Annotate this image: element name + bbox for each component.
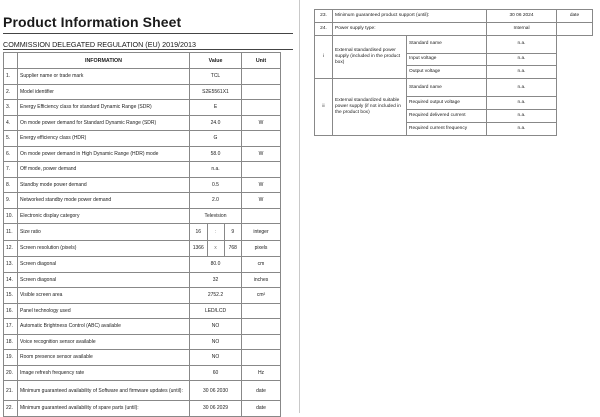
row-info: Screen diagonal bbox=[18, 272, 190, 288]
row-info: Supplier name or trade mark bbox=[18, 69, 190, 85]
table-row bbox=[315, 10, 593, 23]
row-unit: inches bbox=[242, 272, 281, 288]
table-row bbox=[4, 319, 281, 335]
row-unit bbox=[242, 208, 281, 224]
row-number: 13. bbox=[4, 257, 18, 273]
table-row bbox=[4, 288, 281, 304]
row-unit bbox=[242, 131, 281, 147]
table-row bbox=[315, 22, 593, 35]
header-unit: Unit bbox=[242, 53, 281, 69]
info-table bbox=[3, 52, 281, 417]
row-value: 0.5 bbox=[190, 177, 242, 193]
supply-label: Required current frequency bbox=[407, 122, 487, 135]
supply-value: n.a. bbox=[487, 66, 557, 79]
row-info: Room presence sensor available bbox=[18, 350, 190, 366]
table-row bbox=[4, 365, 281, 381]
table-row bbox=[4, 334, 281, 350]
row-value: Internal bbox=[487, 22, 557, 35]
value-part-b: 768 bbox=[228, 245, 237, 252]
row-unit bbox=[242, 100, 281, 116]
row-number: 5. bbox=[4, 131, 18, 147]
row-info: Size ratio bbox=[18, 224, 190, 241]
table-row bbox=[4, 208, 281, 224]
table-row bbox=[4, 69, 281, 85]
row-value: 2.0 bbox=[190, 193, 242, 209]
row-unit: date bbox=[557, 10, 593, 23]
supply-desc: External standardized suitable power supply (if not included in the product box) bbox=[333, 79, 407, 135]
row-number: ii bbox=[315, 79, 333, 135]
row-info: Image refresh frequency rate bbox=[18, 365, 190, 381]
value-part-a: 1366 bbox=[192, 245, 204, 252]
row-info: Energy Efficiency class for standard Dynamic Range (SDR) bbox=[18, 100, 190, 116]
row-number: 8. bbox=[4, 177, 18, 193]
row-unit bbox=[242, 162, 281, 178]
title-rule bbox=[3, 33, 293, 34]
row-number: 6. bbox=[4, 146, 18, 162]
row-number: 24. bbox=[315, 22, 333, 35]
row-unit: W bbox=[242, 193, 281, 209]
row-unit bbox=[557, 22, 593, 35]
row-info: Electronic display category bbox=[18, 208, 190, 224]
row-value: 80.0 bbox=[190, 257, 242, 273]
row-info: Visible screen area bbox=[18, 288, 190, 304]
row-value: Television bbox=[190, 208, 242, 224]
row-number: 10. bbox=[4, 208, 18, 224]
row-unit: W bbox=[242, 177, 281, 193]
page-title: Product Information Sheet bbox=[3, 14, 182, 30]
supply-label: Required output voltage bbox=[407, 97, 487, 110]
supply-label: Output voltage bbox=[407, 66, 487, 79]
row-info: Standby mode power demand bbox=[18, 177, 190, 193]
row-value: 30 06 2029 bbox=[190, 401, 242, 417]
table-row bbox=[4, 146, 281, 162]
supply-label: Required delivered current bbox=[407, 109, 487, 122]
row-unit: cm² bbox=[242, 288, 281, 304]
table-row bbox=[4, 381, 281, 401]
row-number: 11. bbox=[4, 224, 18, 241]
row-unit bbox=[242, 350, 281, 366]
row-info: Minimum guaranteed product support (until): bbox=[333, 10, 487, 23]
row-value: E bbox=[190, 100, 242, 116]
row-number: 7. bbox=[4, 162, 18, 178]
value-separator: x bbox=[207, 241, 224, 257]
row-info: Screen diagonal bbox=[18, 257, 190, 273]
row-unit: date bbox=[242, 381, 281, 401]
row-number: 2. bbox=[4, 84, 18, 100]
row-value: 24.0 bbox=[190, 115, 242, 131]
supply-value: n.a. bbox=[487, 53, 557, 66]
table-row bbox=[4, 350, 281, 366]
value-part-a: 16 bbox=[195, 228, 202, 235]
row-number: 18. bbox=[4, 334, 18, 350]
row-number: 22. bbox=[4, 401, 18, 417]
row-info: Automatic Brightness Control (ABC) available bbox=[18, 319, 190, 335]
row-info: Voice recognition sensor available bbox=[18, 334, 190, 350]
row-value: 32 bbox=[190, 272, 242, 288]
row-value: 60 bbox=[190, 365, 242, 381]
row-unit: cm bbox=[242, 257, 281, 273]
row-value: n.a. bbox=[190, 162, 242, 178]
table-row bbox=[4, 193, 281, 209]
row-unit: pixels bbox=[242, 240, 281, 257]
row-value: TCL bbox=[190, 69, 242, 85]
table-row bbox=[4, 240, 281, 257]
row-number: 3. bbox=[4, 100, 18, 116]
row-info: Off mode, power demand bbox=[18, 162, 190, 178]
table-row bbox=[4, 100, 281, 116]
supply-label: Standard name bbox=[407, 35, 487, 53]
table-row bbox=[4, 224, 281, 241]
row-info: Minimum guaranteed availability of Software and firmware updates (until): bbox=[18, 381, 190, 401]
value-separator: : bbox=[207, 224, 224, 240]
header-information: INFORMATION bbox=[18, 53, 190, 69]
table-row bbox=[4, 177, 281, 193]
row-number: 16. bbox=[4, 303, 18, 319]
table-row bbox=[4, 303, 281, 319]
row-number: 9. bbox=[4, 193, 18, 209]
row-number: 17. bbox=[4, 319, 18, 335]
header-index bbox=[4, 53, 18, 69]
row-info: On mode power demand for Standard Dynamic Range (SDR) bbox=[18, 115, 190, 131]
row-value: 2752.2 bbox=[190, 288, 242, 304]
table-row bbox=[315, 35, 593, 53]
row-info: Power supply type: bbox=[333, 22, 487, 35]
row-number: 14. bbox=[4, 272, 18, 288]
row-unit: W bbox=[242, 146, 281, 162]
table-row bbox=[4, 84, 281, 100]
table-row bbox=[4, 401, 281, 417]
table-row bbox=[4, 115, 281, 131]
row-number: 19. bbox=[4, 350, 18, 366]
row-value: S2E5561X1 bbox=[190, 84, 242, 100]
row-info: Screen resolution (pixels) bbox=[18, 240, 190, 257]
supply-value: n.a. bbox=[487, 109, 557, 122]
row-info: Energy efficiency class (HDR) bbox=[18, 131, 190, 147]
row-info: Minimum guaranteed availability of spare parts (until): bbox=[18, 401, 190, 417]
table-row bbox=[315, 79, 593, 97]
supply-value: n.a. bbox=[487, 97, 557, 110]
row-value: 30 06 2024 bbox=[487, 10, 557, 23]
row-unit bbox=[242, 84, 281, 100]
row-number: 15. bbox=[4, 288, 18, 304]
supply-desc: External standardised power supply (included in the product box) bbox=[333, 35, 407, 79]
row-unit bbox=[242, 69, 281, 85]
row-number: 21. bbox=[4, 381, 18, 401]
row-number: 12. bbox=[4, 240, 18, 257]
row-number: i bbox=[315, 35, 333, 79]
supply-value: n.a. bbox=[487, 79, 557, 97]
row-info: Model identifier bbox=[18, 84, 190, 100]
regulation-subtitle: COMMISSION DELEGATED REGULATION (EU) 2019/2013 bbox=[3, 40, 197, 49]
row-info: Networked standby mode power demand bbox=[18, 193, 190, 209]
row-info: Panel technology used bbox=[18, 303, 190, 319]
row-unit: date bbox=[242, 401, 281, 417]
row-unit: integer bbox=[242, 224, 281, 241]
power-supply-table bbox=[314, 9, 593, 136]
row-value-pair bbox=[190, 224, 242, 241]
supply-value: n.a. bbox=[487, 122, 557, 135]
row-value: NO bbox=[190, 334, 242, 350]
row-value: G bbox=[190, 131, 242, 147]
supply-label: Standard name bbox=[407, 79, 487, 97]
supply-value: n.a. bbox=[487, 35, 557, 53]
table-row bbox=[4, 162, 281, 178]
subtitle-rule bbox=[3, 49, 293, 50]
table-header-row bbox=[4, 53, 281, 69]
row-number: 4. bbox=[4, 115, 18, 131]
table-row bbox=[4, 272, 281, 288]
row-value: NO bbox=[190, 350, 242, 366]
row-value: 58.0 bbox=[190, 146, 242, 162]
row-value: NO bbox=[190, 319, 242, 335]
row-value: 30 06 2030 bbox=[190, 381, 242, 401]
table-row bbox=[4, 131, 281, 147]
row-number: 1. bbox=[4, 69, 18, 85]
row-unit: W bbox=[242, 115, 281, 131]
row-info: On mode power demand in High Dynamic Range (HDR) mode bbox=[18, 146, 190, 162]
row-unit bbox=[242, 303, 281, 319]
row-unit: Hz bbox=[242, 365, 281, 381]
value-part-b: 9 bbox=[231, 228, 235, 235]
page-divider bbox=[299, 0, 300, 413]
row-number: 20. bbox=[4, 365, 18, 381]
supply-label: Input voltage bbox=[407, 53, 487, 66]
row-value-pair bbox=[190, 240, 242, 257]
row-unit bbox=[242, 334, 281, 350]
row-unit bbox=[242, 319, 281, 335]
header-value: Value bbox=[190, 53, 242, 69]
table-row bbox=[4, 257, 281, 273]
row-value: LED/LCD bbox=[190, 303, 242, 319]
row-number: 23. bbox=[315, 10, 333, 23]
